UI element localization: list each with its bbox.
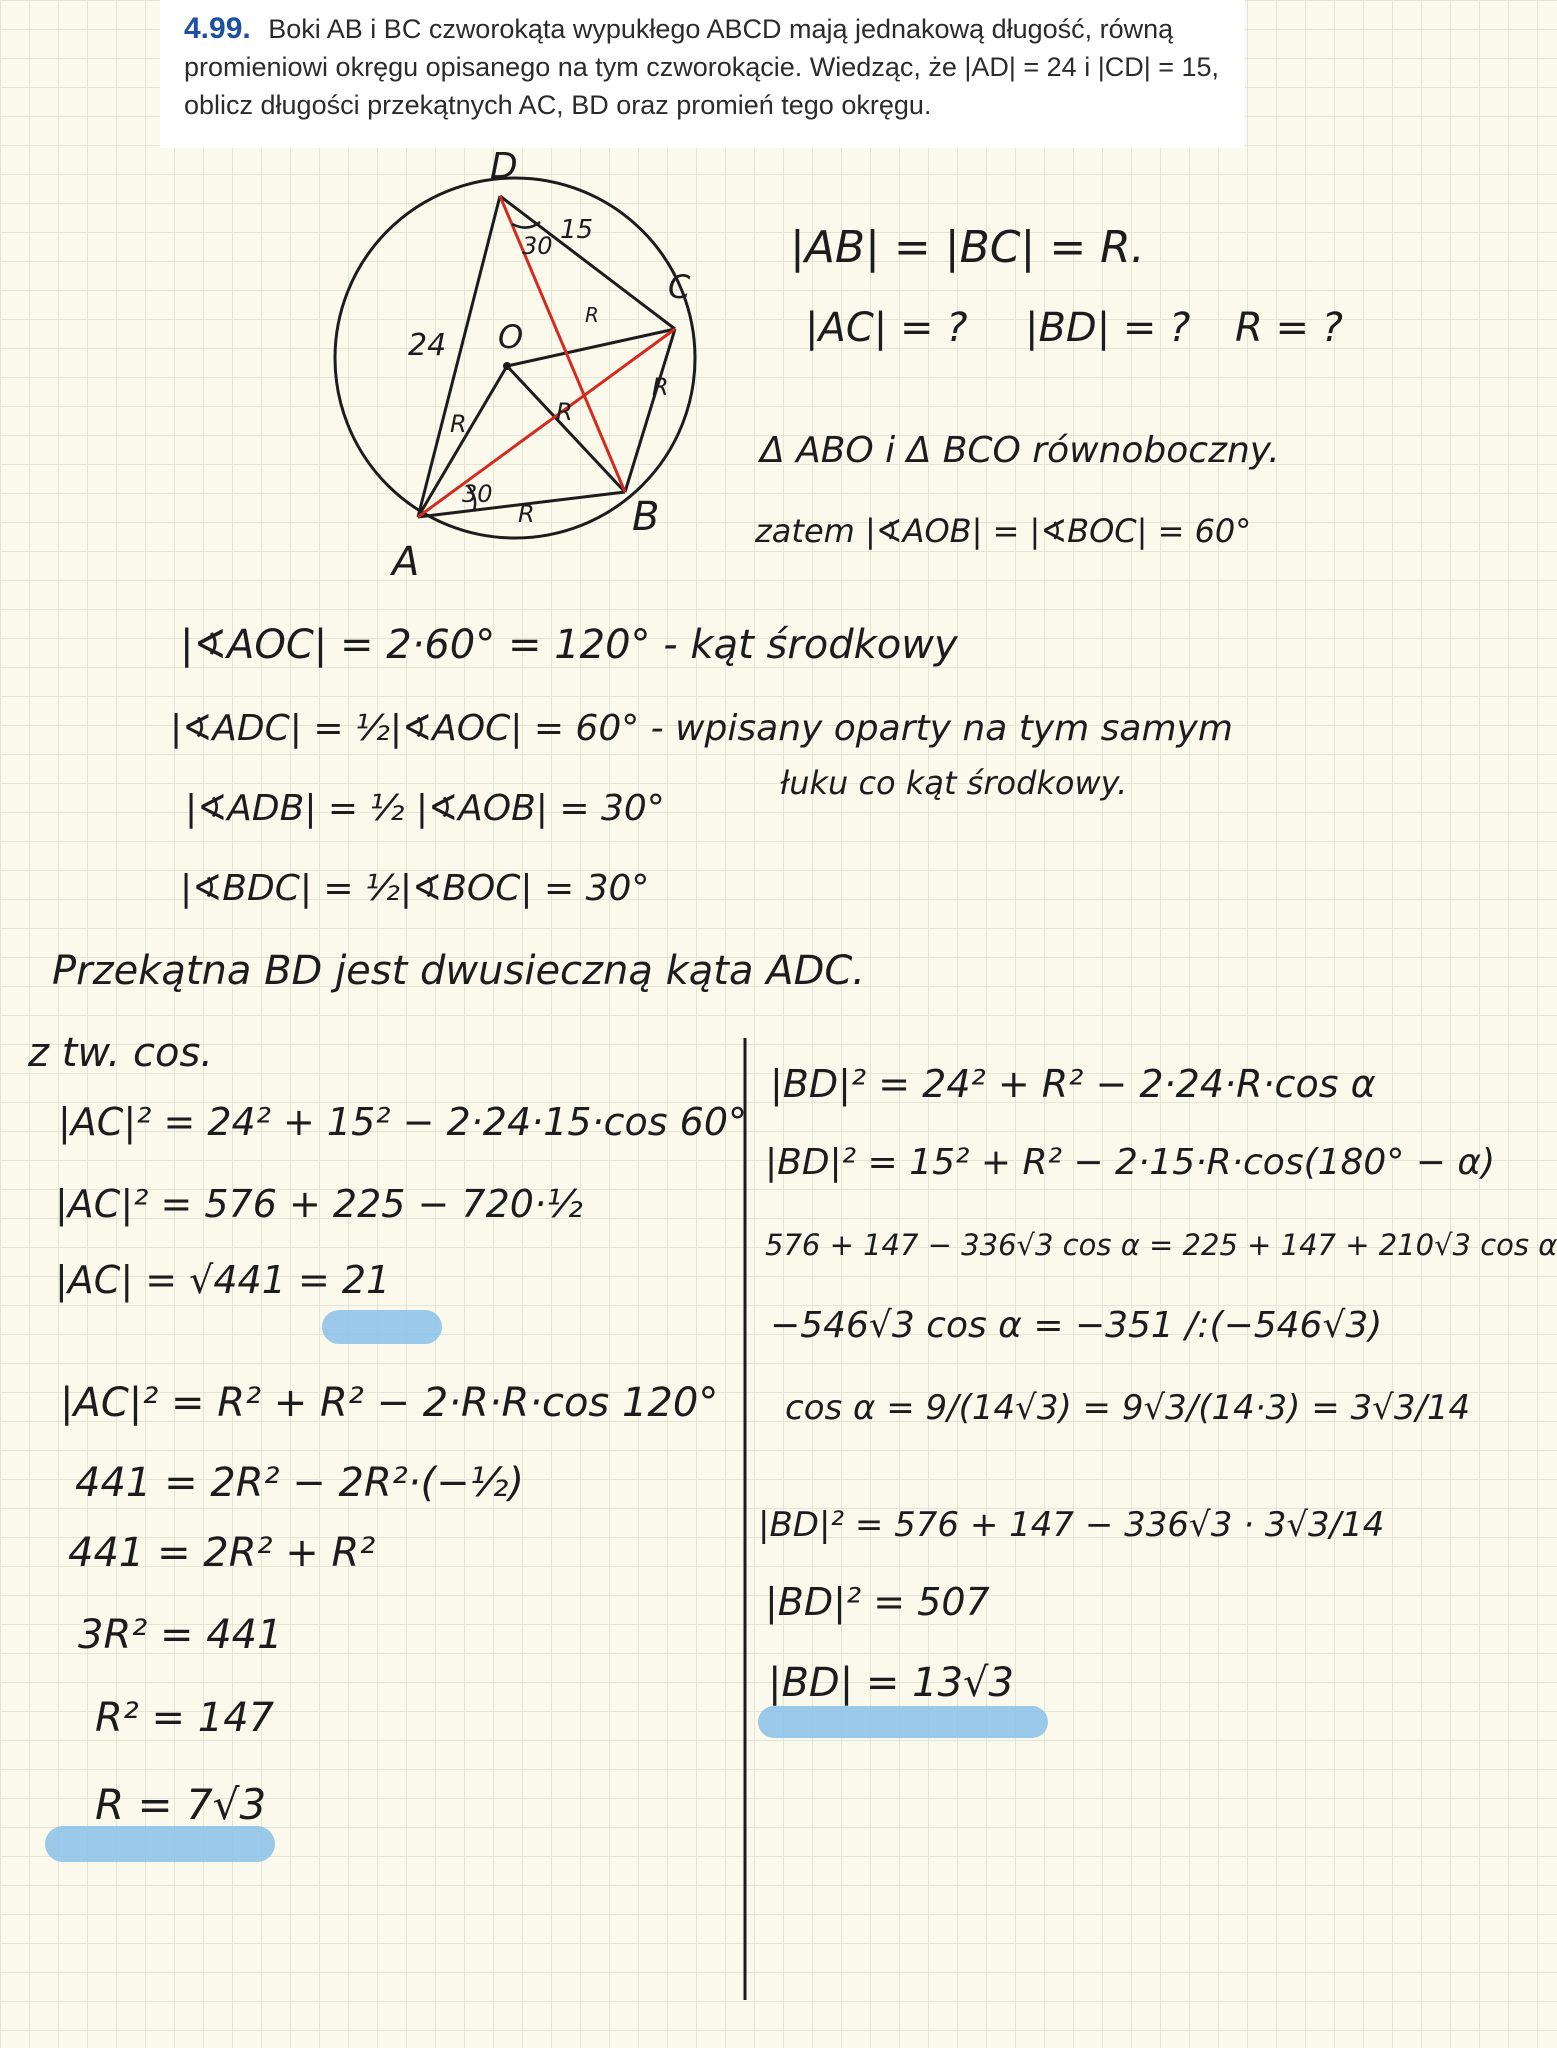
angle-line-3: |∢ADB| = ½ |∢AOB| = 30°: [185, 788, 665, 829]
right-line-4: −546√3 cos α = −351 /:(−546√3): [770, 1305, 1383, 1346]
given-line-1: |AB| = |BC| = R.: [790, 222, 1145, 273]
left-line-2: |AC|² = 576 + 225 − 720·½: [55, 1182, 583, 1226]
point-O-label: O: [498, 318, 524, 356]
angle-A-label: 30: [462, 480, 493, 508]
point-B-label: B: [632, 494, 660, 540]
angle-line-1: |∢AOC| = 2·60° = 120° - kąt środkowy: [180, 622, 958, 668]
right-line-8: |BD| = 13√3: [768, 1660, 1014, 1706]
radius-OB: [507, 366, 625, 492]
left-line-4: |AC|² = R² + R² − 2·R·R·cos 120°: [60, 1380, 719, 1426]
given-line-3: Δ ABO i Δ BCO równoboczny.: [760, 430, 1280, 471]
given-line-4: zatem |∢AOB| = |∢BOC| = 60°: [755, 512, 1252, 550]
right-line-6: |BD|² = 576 + 147 − 336√3 · 3√3/14: [758, 1505, 1385, 1545]
label-OC: R: [585, 303, 599, 327]
label-AB: R: [518, 500, 535, 528]
label-OA: R: [450, 410, 467, 438]
left-line-9: R = 7√3: [95, 1780, 267, 1829]
angle-line-2b: łuku co kąt środkowy.: [780, 764, 1128, 802]
highlight-BD: [758, 1706, 1048, 1738]
angle-line-4: |∢BDC| = ½|∢BOC| = 30°: [180, 868, 650, 909]
left-line-8: R² = 147: [95, 1695, 275, 1741]
point-C-label: C: [668, 268, 691, 306]
angle-line-5: Przekątna BD jest dwusieczną kąta ADC.: [52, 948, 866, 994]
given-AC: |AC| = ?: [805, 305, 968, 351]
center-point: [503, 362, 511, 370]
highlight-AC: [322, 1310, 442, 1344]
left-heading: z tw. cos.: [28, 1030, 213, 1076]
label-AD: 24: [408, 328, 447, 363]
left-line-3: |AC| = √441 = 21: [55, 1258, 391, 1302]
side-CB: [625, 329, 675, 492]
point-D-label: D: [490, 146, 518, 187]
left-line-6: 441 = 2R² + R²: [68, 1530, 376, 1576]
left-line-1: |AC|² = 24² + 15² − 2·24·15·cos 60°: [58, 1100, 748, 1144]
problem-number: 4.99.: [184, 12, 251, 45]
left-line-5: 441 = 2R² − 2R²·(−½): [75, 1460, 525, 1506]
problem-text: Boki AB i BC czworokąta wypukłego ABCD mają jednakową długość, równą promieniowi okręgu opisanego na tym czworokącie. Wiedząc, że |AD| = 24 i |CD| = 15, oblicz długości przekątnych AC, BD oraz promień tego okręgu.: [184, 14, 1220, 120]
right-line-7: |BD|² = 507: [765, 1580, 990, 1624]
right-line-3: 576 + 147 − 336√3 cos α = 225 + 147 + 210√3 cos α: [765, 1228, 1557, 1262]
label-DC: 15: [560, 215, 594, 245]
highlight-R: [45, 1826, 275, 1862]
given-R: R = ?: [1235, 305, 1343, 351]
label-BC: R: [652, 373, 669, 401]
left-line-7: 3R² = 441: [78, 1612, 283, 1658]
angle-line-2: |∢ADC| = ½|∢AOC| = 60° - wpisany oparty na tym samym: [170, 708, 1233, 749]
right-line-1: |BD|² = 24² + R² − 2·24·R·cos α: [770, 1062, 1376, 1106]
angle-D-label: 30: [522, 232, 553, 260]
point-A-label: A: [392, 539, 420, 585]
right-line-5: cos α = 9/(14√3) = 9√3/(14·3) = 3√3/14: [785, 1388, 1471, 1428]
given-BD: |BD| = ?: [1025, 305, 1191, 351]
label-OB: R: [556, 398, 573, 426]
right-line-2: |BD|² = 15² + R² − 2·15·R·cos(180° − α): [765, 1142, 1496, 1183]
